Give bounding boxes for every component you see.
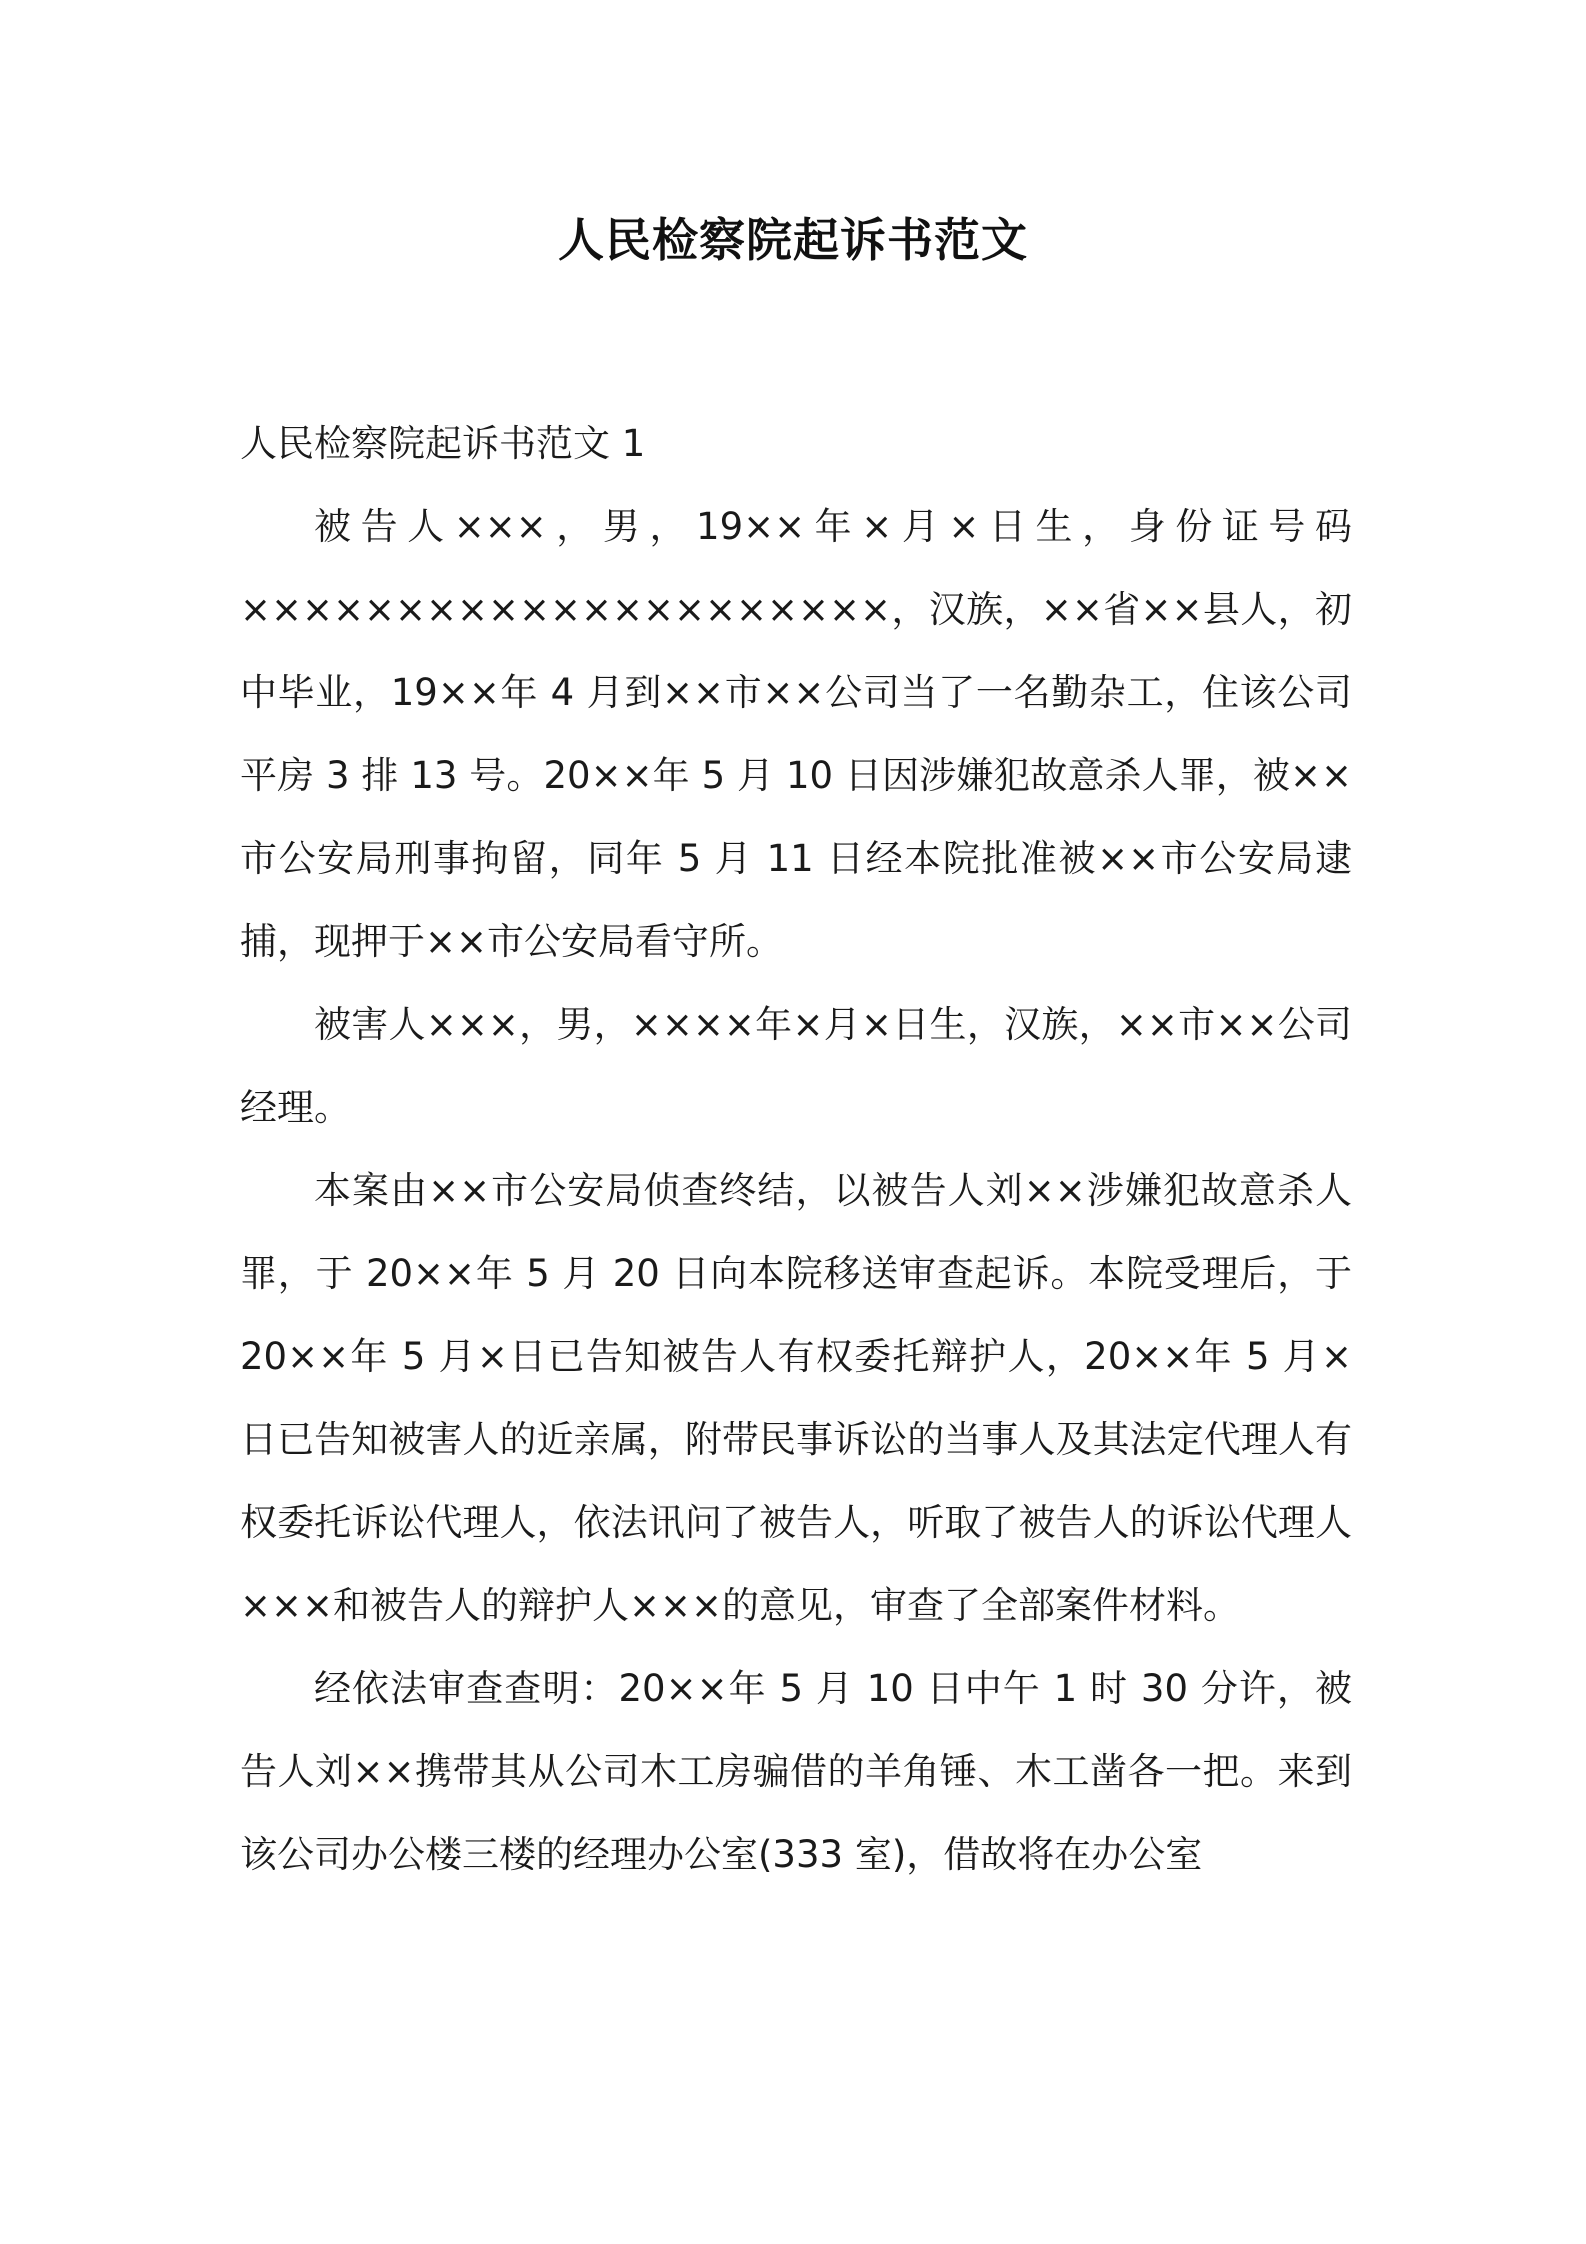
section-heading: 人民检察院起诉书范文 1 <box>240 422 646 465</box>
paragraph-defendant: 被告人×××，男，19××年×月×日生，身份证号码×××××××××××××××××××××，汉族，××省××县人，初中毕业，19××年 4 月到××市××公司当了一名勤杂工，住该公司平房 3 排 13 号。20××年 5 月 10 日因涉嫌犯故意杀人罪，被××市公安局刑事拘留，同年 5 月 11 日经本院批准被××市公安局逮捕，现押于××市公安局看守所。 <box>240 505 1352 963</box>
paragraph-facts: 经依法审查查明：20××年 5 月 10 日中午 1 时 30 分许，被告人刘××携带其从公司木工房骗借的羊角锤、木工凿各一把。来到该公司办公楼三楼的经理办公室(333 室)，借故将在办公室 <box>240 1667 1352 1876</box>
document-body <box>240 402 1352 1896</box>
paragraph-victim: 被害人×××，男，××××年×月×日生，汉族，××市××公司经理。 <box>240 1003 1352 1129</box>
document-title: 人民检察院起诉书范文 <box>558 213 1028 267</box>
paragraph-case-procedure: 本案由××市公安局侦查终结，以被告人刘××涉嫌犯故意杀人罪，于 20××年 5 月 20 日向本院移送审查起诉。本院受理后，于 20××年 5 月×日已告知被告人有权委托辩护人，20××年 5 月×日已告知被害人的近亲属，附带民事诉讼的当事人及其法定代理人有权委托诉讼代理人，依法讯问了被告人，听取了被告人的诉讼代理人×××和被告人的辩护人×××的意见，审查了全部案件材料。 <box>240 1169 1352 1627</box>
